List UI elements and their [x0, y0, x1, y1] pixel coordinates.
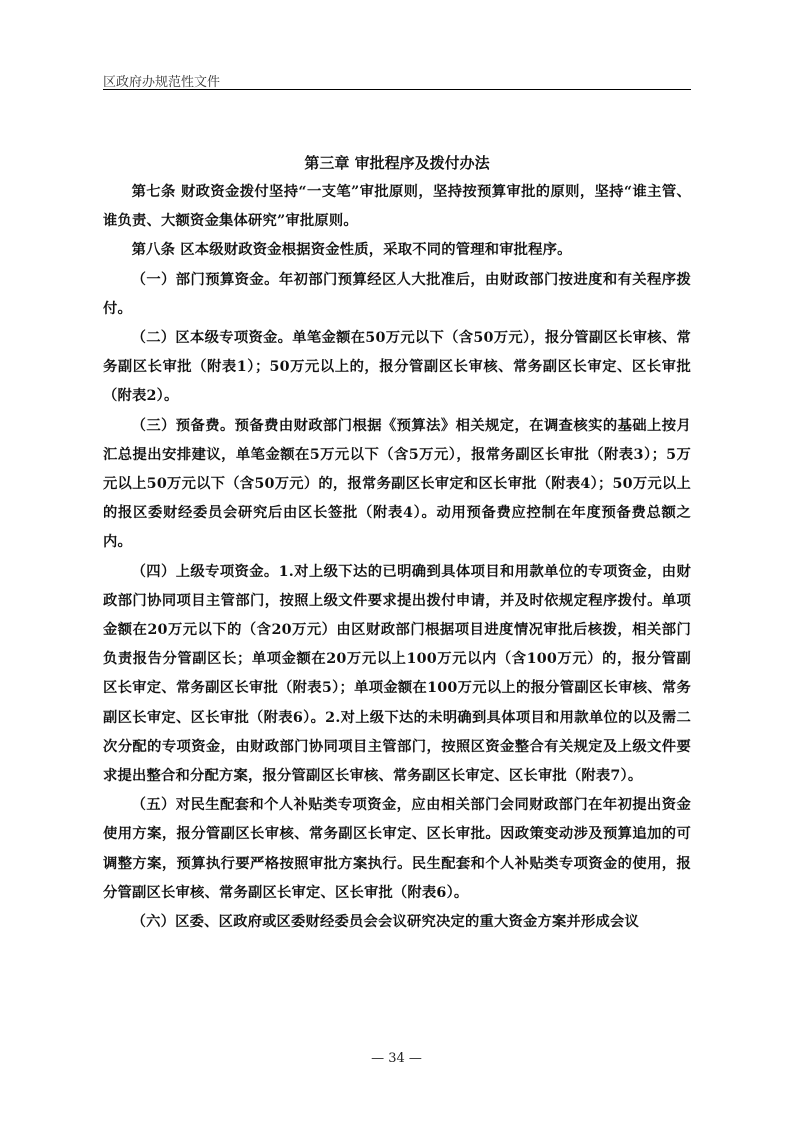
clause-1-department-budget: （一）部门预算资金。年初部门预算经区人大批准后，由财政部门按进度和有关程序拨付。	[103, 271, 691, 317]
clause-6-major-funds: （六）区委、区政府或区委财经委员会会议研究决定的重大资金方案并形成会议	[131, 914, 639, 931]
chapter-title: 第三章 审批程序及拨付办法	[304, 154, 490, 172]
clause-3-reserve-fund: （三）预备费。预备费由财政部门根据《预算法》相关规定，在调查核实的基础上按月汇总提出安排建议，单笔金额在5万元以下（含5万元），报常务副区长审批（附表3）；5万元以上50万元以下（含50万元）的，报常务副区长审定和区长审批（附表4）；50万元以上的报区委财经委员会研究后由区长签批（附表4）。动用预备费应控制在年度预备费总额之内。	[103, 417, 691, 551]
running-header: 区政府办规范性文件	[103, 75, 221, 90]
header-divider	[103, 89, 691, 90]
clause-2-special-funds: （二）区本级专项资金。单笔金额在50万元以下（含50万元），报分管副区长审核、常务副区长审批（附表1）；50万元以上的，报分管副区长审核、常务副区长审定、区长审批（附表2）。	[103, 330, 691, 405]
page-number: — 34 —	[371, 1051, 422, 1066]
article-8: 第八条 区本级财政资金根据资金性质，采取不同的管理和审批程序。	[131, 242, 572, 259]
document-body	[103, 148, 691, 937]
clause-4-higher-level-funds: （四）上级专项资金。1.对上级下达的已明确到具体项目和用款单位的专项资金，由财政部门协同项目主管部门，按照上级文件要求提出拨付申请，并及时依规定程序拨付。单项金额在20万元以下的（含20万元）由区财政部门根据项目进度情况审批后核拨，相关部门负责报告分管副区长；单项金额在20万元以上100万元以内（含100万元）的，报分管副区长审定、常务副区长审批（附表5）；单项金额在100万元以上的报分管副区长审核、常务副区长审定、区长审批（附表6）。2.对上级下达的未明确到具体项目和用款单位的以及需二次分配的专项资金，由财政部门协同项目主管部门，按照区资金整合有关规定及上级文件要求提出整合和分配方案，报分管副区长审核、常务副区长审定、区长审批（附表7）。	[103, 563, 691, 785]
article-7: 第七条 财政资金拨付坚持“一支笔”审批原则，坚持按预算审批的原则，坚持“谁主管、谁负责、大额资金集体研究”审批原则。	[103, 184, 691, 230]
clause-5-livelihood-funds: （五）对民生配套和个人补贴类专项资金，应由相关部门会同财政部门在年初提出资金使用方案，报分管副区长审核、常务副区长审定、区长审批。因政策变动涉及预算追加的可调整方案，预算执行要严格按照审批方案执行。民生配套和个人补贴类专项资金的使用，报分管副区长审核、常务副区长审定、区长审批（附表6）。	[103, 797, 691, 901]
